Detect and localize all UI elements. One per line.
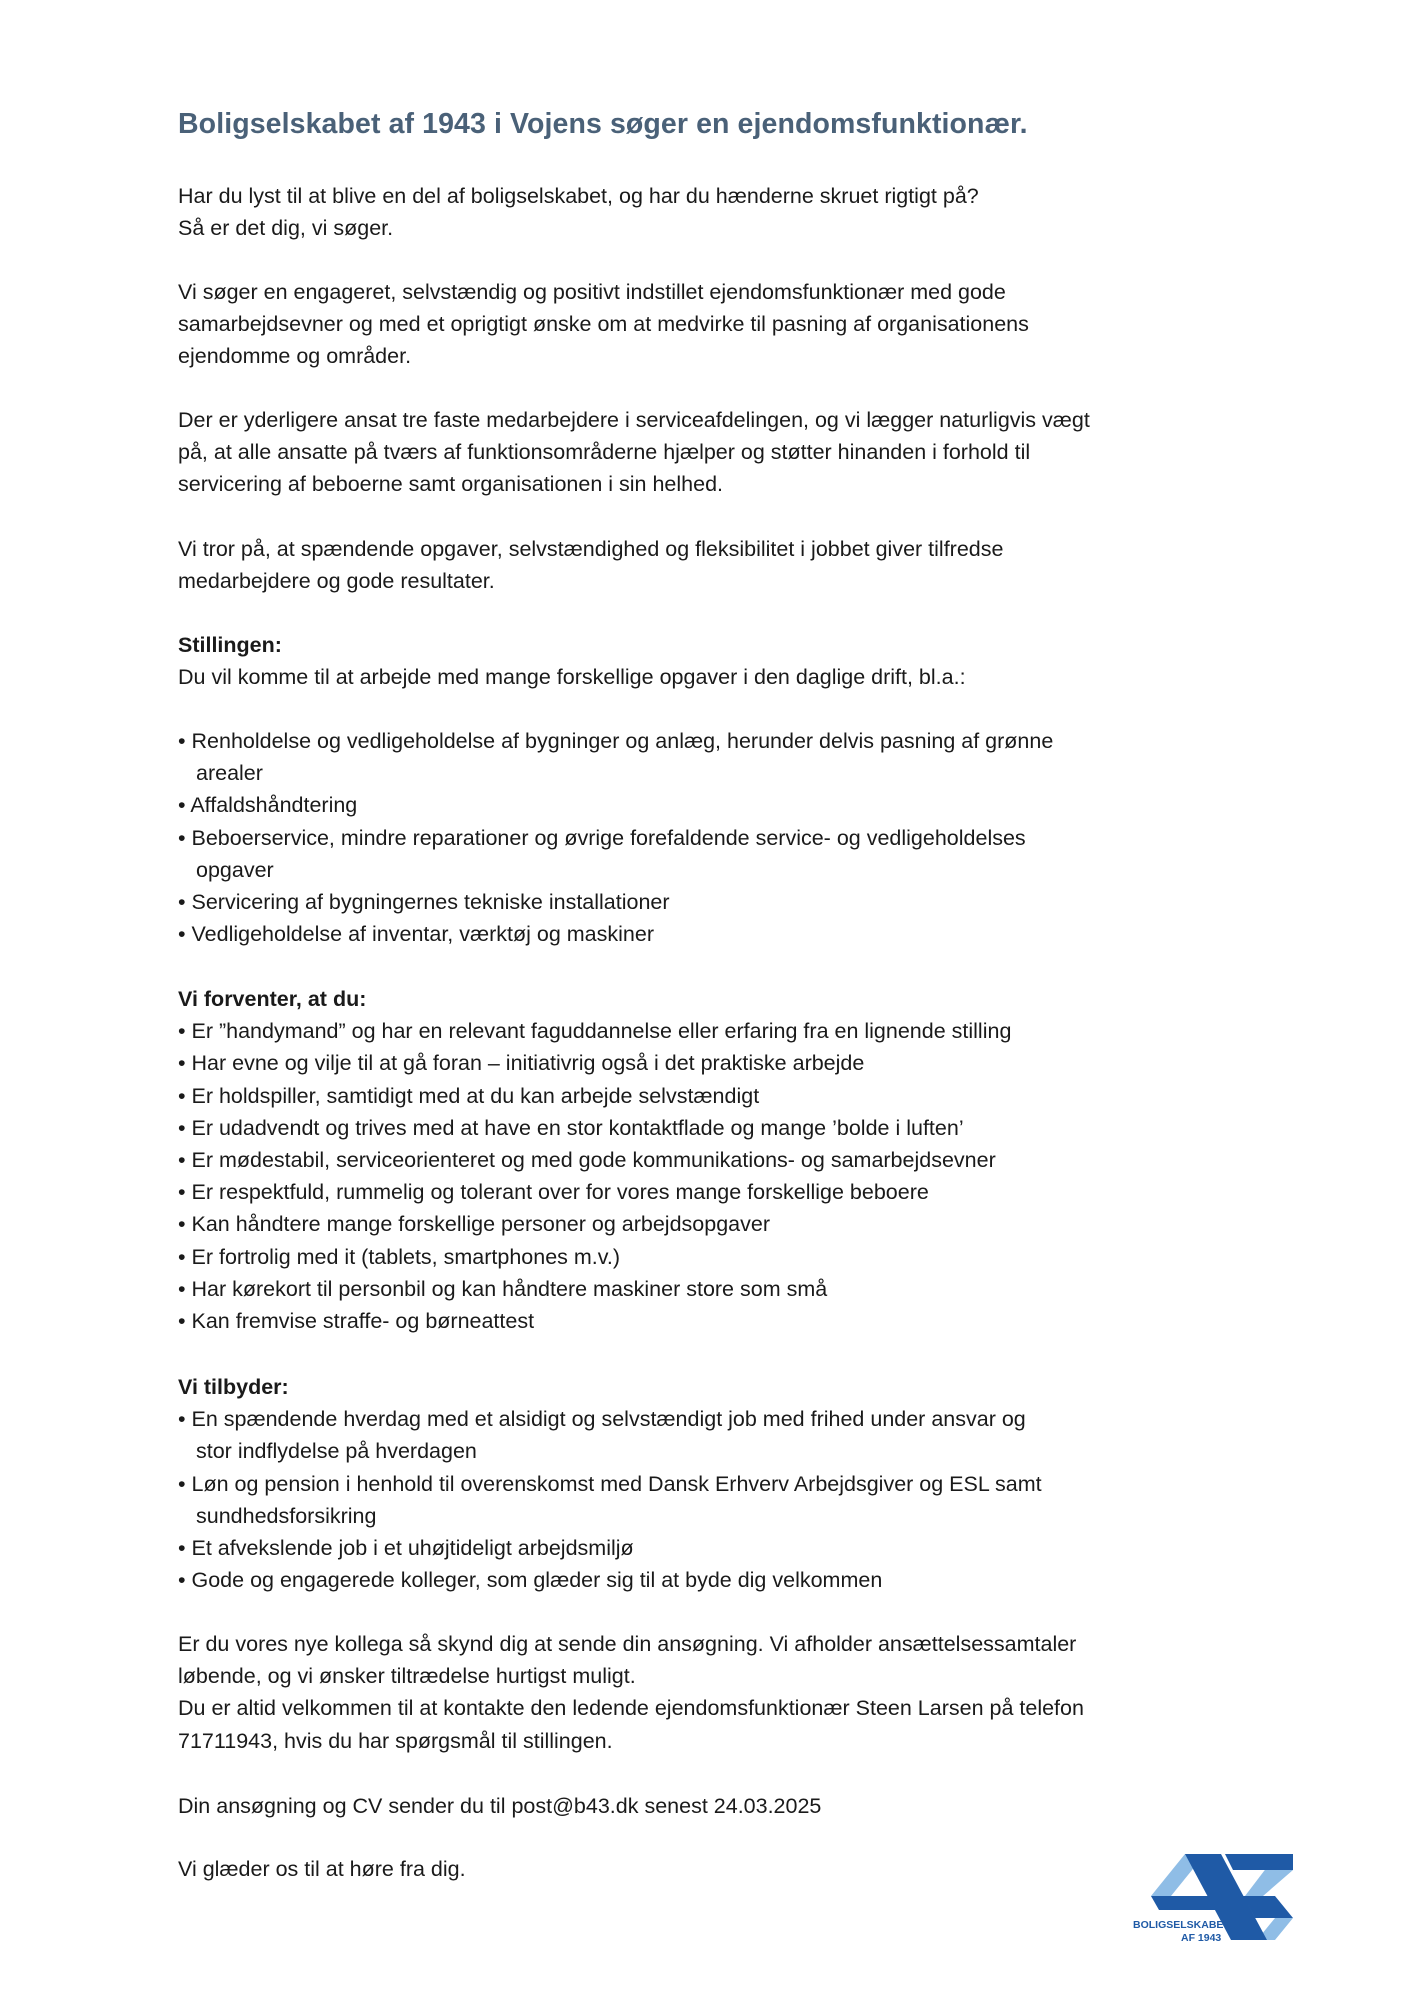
list-item: • En spændende hverdag med et alsidigt og selvstændigt job med frihed under ansvar og <box>178 1407 1026 1432</box>
list-item-continuation: stor indflydelse på hverdagen <box>196 1439 477 1464</box>
list-item: • Er fortrolig med it (tablets, smartphones m.v.) <box>178 1244 621 1269</box>
paragraph-3 <box>178 533 1003 597</box>
section-heading: Vi tilbyder: <box>178 1375 289 1399</box>
intro-line: Har du lyst til at blive en del af boligselskabet, og har du hænderne skruet rigtigt på? <box>178 184 979 208</box>
signoff-text: Vi glæder os til at høre fra dig. <box>178 1857 466 1881</box>
list-item: • Beboerservice, mindre reparationer og øvrige forefaldende service- og vedligeholdelses <box>178 825 1026 850</box>
text-line: løbende, og vi ønsker tiltrædelse hurtigst muligt. <box>178 1664 636 1689</box>
page-title: Boligselskabet af 1943 i Vojens søger en ejendomsfunktionær. <box>178 108 1028 140</box>
logo-line-1: BOLIGSELSKABET <box>1133 1919 1230 1931</box>
list-item: • Kan fremvise straffe- og børneattest <box>178 1309 535 1334</box>
list-item: • Kan håndtere mange forskellige personer og arbejdsopgaver <box>178 1212 770 1237</box>
section-heading: Stillingen: <box>178 633 282 657</box>
paragraph-1 <box>178 276 1029 373</box>
list-item: • Et afvekslende job i et uhøjtideligt arbejdsmiljø <box>178 1536 634 1561</box>
list-item: • Affaldshåndtering <box>178 793 358 818</box>
list-item-continuation: opgaver <box>196 857 274 882</box>
list-item: • Renholdelse og vedligeholdelse af bygninger og anlæg, herunder delvis pasning af grønne <box>178 729 1054 753</box>
signoff <box>178 1853 466 1885</box>
expectations-section <box>178 983 1011 1337</box>
section-heading: Vi forventer, at du: <box>178 987 367 1011</box>
logo-line-2: AF 1943 <box>1181 1932 1222 1944</box>
text-line: på, at alle ansatte på tværs af funktionsområderne hjælper og støtter hinanden i forhold til <box>178 440 1031 465</box>
list-item: • Har kørekort til personbil og kan håndtere maskiner store som små <box>178 1276 828 1301</box>
text-line: Der er yderligere ansat tre faste medarbejdere i serviceafdelingen, og vi lægger naturligvis vægt <box>178 408 1090 432</box>
logo-facet-dark <box>1225 1854 1293 1870</box>
apply-prefix: Din ansøgning og CV sender du til <box>178 1794 512 1818</box>
company-logo <box>1125 1848 1315 1948</box>
text-line: ejendomme og områder. <box>178 344 412 369</box>
text-line: Du er altid velkommen til at kontakte den ledende ejendomsfunktionær Steen Larsen på telefon <box>178 1696 1084 1721</box>
apply-line <box>178 1790 821 1822</box>
text-line: Vi søger en engageret, selvstændig og positivt indstillet ejendomsfunktionær med gode <box>178 280 1006 304</box>
list-item: • Løn og pension i henhold til overenskomst med Dansk Erhverv Arbejdsgiver og ESL samt <box>178 1471 1042 1496</box>
intro-line: Så er det dig, vi søger. <box>178 216 394 241</box>
list-item: • Gode og engagerede kolleger, som glæder sig til at byde dig velkommen <box>178 1568 883 1593</box>
apply-text <box>178 1790 821 1822</box>
list-item-continuation: sundhedsforsikring <box>196 1503 377 1528</box>
list-item: • Er mødestabil, serviceorienteret og med gode kommunikations- og samarbejdsevner <box>178 1148 996 1173</box>
closing-paragraph <box>178 1628 1084 1757</box>
text-line: medarbejdere og gode resultater. <box>178 569 495 594</box>
list-item: • Er ”handymand” og har en relevant faguddannelse eller erfaring fra en lignende stilling <box>178 1019 1012 1044</box>
list-item: • Har evne og vilje til at gå foran – initiativrig også i det praktiske arbejde <box>178 1051 865 1076</box>
list-item: • Servicering af bygningernes tekniske installationer <box>178 890 670 915</box>
email-link[interactable]: post@b43.dk <box>511 1794 639 1818</box>
list-item: • Er holdspiller, samtidigt med at du kan arbejde selvstændigt <box>178 1083 760 1108</box>
logo-facet-dark <box>1151 1896 1223 1910</box>
section-intro: Du vil komme til at arbejde med mange forskellige opgaver i den daglige drift, bl.a.: <box>178 665 966 690</box>
paragraph-2 <box>178 404 1090 501</box>
apply-deadline: senest 24.03.2025 <box>638 1794 822 1818</box>
offer-section <box>178 1371 1042 1596</box>
text-line: Er du vores nye kollega så skynd dig at sende din ansøgning. Vi afholder ansættelsessamtaler <box>178 1632 1077 1656</box>
text-line: Vi tror på, at spændende opgaver, selvstændighed og fleksibilitet i jobbet giver tilfredse <box>178 537 1004 561</box>
position-list <box>178 725 1053 950</box>
list-item: • Er udadvendt og trives med at have en stor kontaktflade og mange ’bolde i luften’ <box>178 1115 964 1140</box>
text-line: servicering af beboerne samt organisationen i sin helhed. <box>178 472 723 497</box>
intro <box>178 180 979 244</box>
list-item: • Er respektfuld, rummelig og tolerant over for vores mange forskellige beboere <box>178 1180 929 1205</box>
text-line: 71711943, hvis du har spørgsmål til stillingen. <box>178 1728 613 1753</box>
position-section <box>178 629 966 693</box>
list-item: • Vedligeholdelse af inventar, værktøj og maskiner <box>178 922 654 947</box>
text-line: samarbejdsevner og med et oprigtigt ønske om at medvirke til pasning af organisationens <box>178 312 1029 337</box>
list-item-continuation: arealer <box>196 761 263 786</box>
